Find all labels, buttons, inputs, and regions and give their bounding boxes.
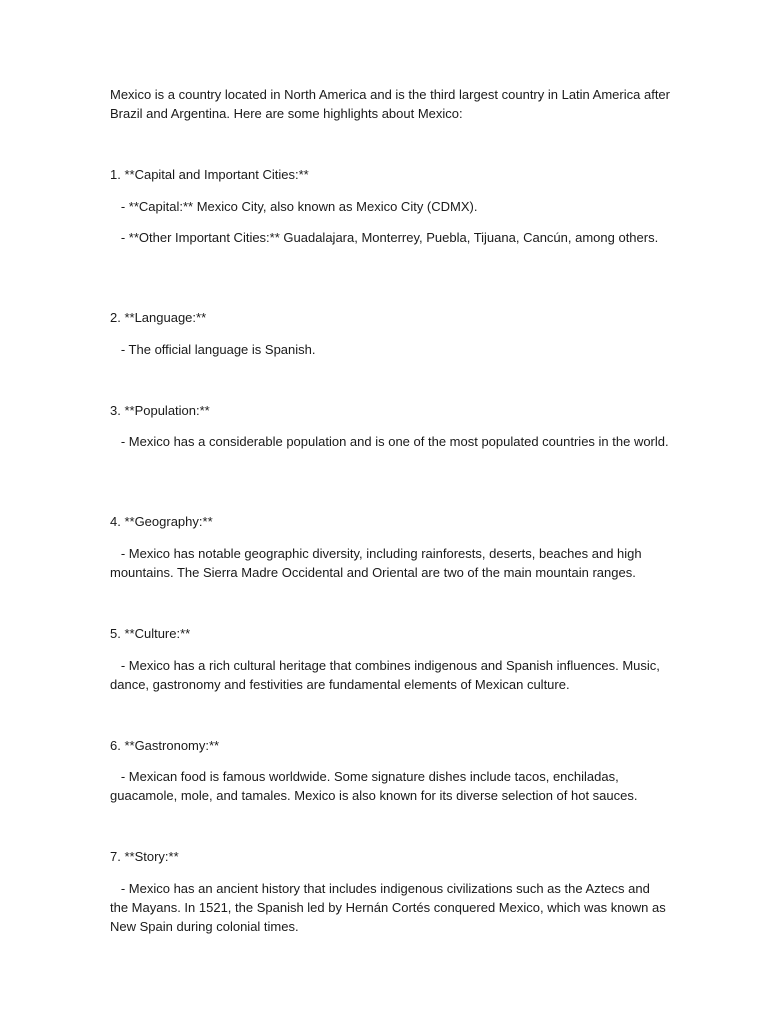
section-7-item-1-text: - Mexico has an ancient history that includes indigenous civilizations such as the Aztecs and the Mayans. In 1521, the Spanish led by Hernán Cortés conquered Mexico, which was known as New Spain during colonial times. [110, 881, 666, 934]
section-1-item-2 [110, 228, 670, 247]
section-2-heading: 2. **Language:** [110, 310, 207, 325]
section-3-item-1-text: - Mexico has a considerable population and is one of the most populated countries in the world. [120, 434, 669, 449]
section-1-item-1 [110, 197, 670, 216]
section-6-heading: 6. **Gastronomy:** [110, 738, 220, 753]
section-1-item-2-text: - **Other Important Cities:** Guadalajara, Monterrey, Puebla, Tijuana, Cancún, among others. [120, 230, 659, 245]
section-4-item-1-text: - Mexico has notable geographic diversity, including rainforests, deserts, beaches and high mountains. The Sierra Madre Occidental and Oriental are two of the main mountain ranges. [110, 546, 642, 580]
section-4-heading: 4. **Geography:** [110, 514, 213, 529]
section-7-item-1 [110, 879, 670, 936]
section-2-item-1 [110, 340, 670, 359]
section-2-item-1-text: - The official language is Spanish. [120, 342, 316, 357]
intro-paragraph: Mexico is a country located in North America and is the third largest country in Latin America after Brazil and Argentina. Here are some highlights about Mexico: [110, 87, 670, 121]
section-5-item-1 [110, 656, 670, 694]
section-1-item-1-text: - **Capital:** Mexico City, also known as Mexico City (CDMX). [120, 199, 478, 214]
section-6-item-1 [110, 767, 670, 805]
section-5-item-1-text: - Mexico has a rich cultural heritage that combines indigenous and Spanish influences. Music, dance, gastronomy and festivities are fundamental elements of Mexican culture. [110, 658, 660, 692]
section-5-heading: 5. **Culture:** [110, 626, 191, 641]
section-3-item-1 [110, 432, 670, 451]
section-1-heading: 1. **Capital and Important Cities:** [110, 167, 309, 182]
section-6-item-1-text: - Mexican food is famous worldwide. Some signature dishes include tacos, enchiladas, guacamole, mole, and tamales. Mexico is also known for its diverse selection of hot sauces. [110, 769, 638, 803]
section-7-heading: 7. **Story:** [110, 849, 179, 864]
section-3-heading: 3. **Population:** [110, 403, 210, 418]
section-4-item-1 [110, 544, 670, 582]
